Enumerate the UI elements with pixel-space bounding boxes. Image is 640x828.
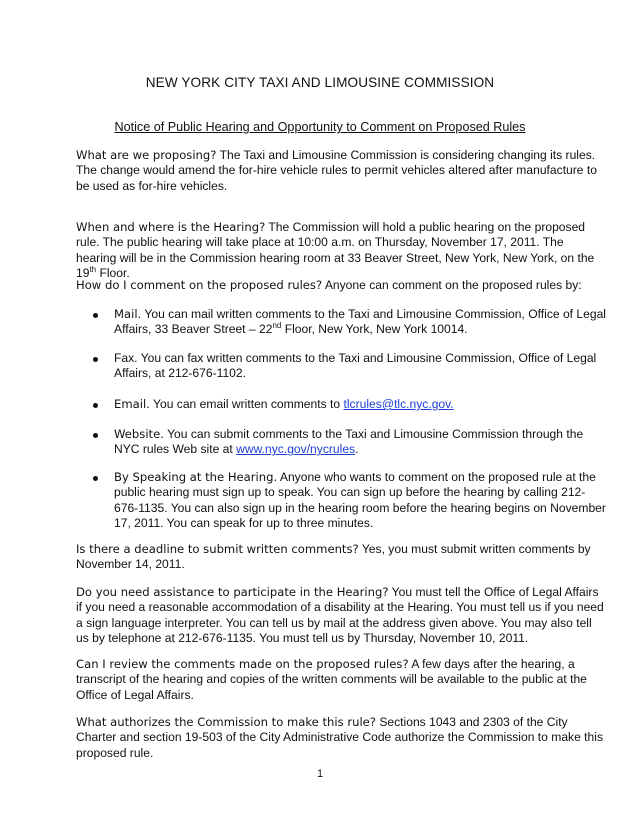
bullet-mail <box>114 307 608 338</box>
assistance-question: Do you need assistance to participate in the Hearing? <box>76 585 389 599</box>
deadline-text: Yes, you must submit written comments by November 14, 2011. <box>76 542 591 572</box>
page-number: 1 <box>316 768 324 780</box>
nycrules-link[interactable]: www.nyc.gov/nycrules <box>236 442 356 457</box>
bullet-fax-text: You can fax written comments to the Taxi and Limousine Commission, Office of Legal Affairs, at 212-676-1102. <box>114 351 597 381</box>
authorizes-text: Sections 1043 and 2303 of the City Charter and section 19-503 of the City Administrative Code authorize the Commission to make this proposed rule. <box>76 715 604 760</box>
assistance-paragraph <box>76 585 606 647</box>
bullet-fax-label: Fax. <box>114 351 138 365</box>
authorizes-question: What authorizes the Commission to make this rule? <box>76 715 376 729</box>
hearing-question: When and where is the Hearing? <box>76 220 266 234</box>
how-question: How do I comment on the proposed rules? <box>76 278 323 292</box>
bullet-mail-text-end: Floor, New York, New York 10014. <box>281 322 468 337</box>
bullet-mail-text: You can mail written comments to the Taxi and Limousine Commission, Office of Legal Affairs, 33 Beaver Street – 22 <box>114 307 606 337</box>
bullet-dot <box>93 313 98 318</box>
proposing-paragraph <box>76 148 606 194</box>
document-subtitle: Notice of Public Hearing and Opportunity to Comment on Proposed Rules <box>114 120 526 134</box>
assistance-text: You must tell the Office of Legal Affairs if you need a reasonable accommodation of a disability at the Hearing. You must tell us if you need a sign language interpreter. You can tell us by mail at the address given above. You may also tell us by telephone at 212-676-1135. You must tell us by Thursday, November 10, 2011. <box>76 585 604 646</box>
proposing-text: The Taxi and Limousine Commission is considering changing its rules. The change would amend the for-hire vehicle rules to permit vehicles altered after manufacture to be used as for-hire vehicles. <box>76 148 597 193</box>
how-text: Anyone can comment on the proposed rules by: <box>324 278 582 292</box>
hearing-text-end: Floor. <box>96 266 130 281</box>
proposing-question: What are we proposing? <box>76 148 217 162</box>
review-text: A few days after the hearing, a transcript of the hearing and copies of the written comments will be available to the public at the Office of Legal Affairs. <box>76 657 587 702</box>
deadline-paragraph <box>76 542 606 573</box>
bullet-dot <box>93 357 98 362</box>
bullet-dot <box>93 433 98 438</box>
bullet-fax <box>114 351 608 382</box>
bullet-website-label: Website. <box>114 427 164 441</box>
how-paragraph <box>76 278 606 293</box>
hearing-superscript: th <box>89 265 97 275</box>
bullet-email <box>114 397 608 412</box>
email-link[interactable]: tlcrules@tlc.nyc.gov. <box>343 397 454 411</box>
review-paragraph <box>76 657 606 703</box>
bullet-email-label: Email. <box>114 397 150 411</box>
hearing-paragraph <box>76 220 606 282</box>
bullet-mail-superscript: nd <box>272 321 282 331</box>
bullet-website <box>114 427 608 458</box>
bullet-mail-label: Mail. <box>114 307 142 321</box>
deadline-question: Is there a deadline to submit written comments? <box>76 542 359 556</box>
bullet-speaking <box>114 470 608 532</box>
review-question: Can I review the comments made on the proposed rules? <box>76 657 409 671</box>
bullet-dot <box>93 403 98 408</box>
bullet-dot <box>93 476 98 481</box>
authorizes-paragraph <box>76 715 606 761</box>
bullet-speaking-label: By Speaking at the Hearing. <box>114 470 278 484</box>
hearing-text: The Commission will hold a public hearing on the proposed rule. The public hearing will take place at 10:00 a.m. on Thursday, November 17, 2011. The hearing will be in the Commission hearing room at 33 Beaver Street, New York, New York, on the 19 <box>76 220 595 281</box>
document-title: NEW YORK CITY TAXI AND LIMOUSINE COMMISSION <box>145 75 495 90</box>
bullet-website-text: You can submit comments to the Taxi and Limousine Commission through the NYC rules Web site at <box>114 427 584 457</box>
bullet-email-text: You can email written comments to <box>153 397 341 411</box>
bullet-speaking-text: Anyone who wants to comment on the proposed rule at the public hearing must sign up to speak. You can sign up before the hearing by calling 212-676-1135. You can also sign up in the hearing room before the hearing begins on November 17, 2011. You can speak for up to three minutes. <box>114 470 606 531</box>
bullet-website-tail: . <box>355 442 359 457</box>
